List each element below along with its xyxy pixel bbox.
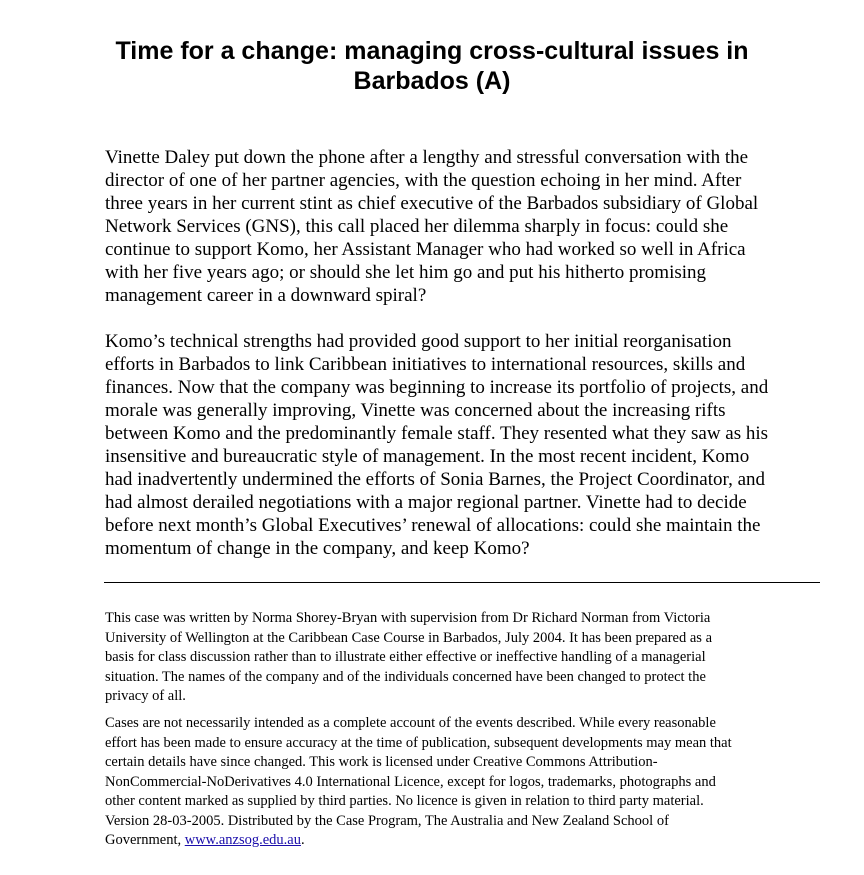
footnote-line: NonCommercial-NoDerivatives 4.0 International Licence, except for logos, trademarks, photographs and [105,773,716,790]
text-line: had almost derailed negotiations with a major regional partner. Vinette had to decide [105,492,747,513]
footnote-line: This case was written by Norma Shorey-Bryan with supervision from Dr Richard Norman from Victoria [105,610,711,626]
title-line: Time for a change: managing cross-cultural issues in [115,37,749,65]
footnote-last-line [105,831,825,851]
footnote-last-line-prefix: Government, [105,832,185,848]
text-line: efforts in Barbados to link Caribbean initiatives to international resources, skills and [105,354,746,375]
footnote-paragraph-1 [105,609,825,707]
text-line: insensitive and bureaucratic style of management. In the most recent incident, Komo [105,446,750,467]
text-line: three years in her current stint as chief executive of the Barbados subsidiary of Global [105,193,759,214]
text-line: morale was generally improving, Vinette was concerned about the increasing rifts [105,400,726,421]
text-line: Komo’s technical strengths had provided good support to her initial reorganisation [105,331,732,352]
footnote-line: other content marked as supplied by third parties. No licence is given in relation to third party material. [105,793,704,809]
title-line: Barbados (A) [353,67,511,95]
footnote-line: effort has been made to ensure accuracy at the time of publication, subsequent developments may mean that [105,734,732,751]
footnote-line: situation. The names of the company and of the individuals concerned have been changed to protect the [105,668,706,685]
footnote-last-line-suffix: . [300,832,305,848]
text-line: Network Services (GNS), this call placed her dilemma sharply in focus: could she [105,216,729,237]
footnote-paragraph-2 [105,714,825,851]
text-line: director of one of her partner agencies, with the question echoing in her mind. After [105,170,742,191]
footnote-divider [104,582,820,583]
footnote-line: University of Wellington at the Caribbean Case Course in Barbados, July 2004. It has been prepared as a [105,629,713,646]
anzsog-link[interactable]: www.anzsog.edu.au [184,832,301,848]
footnote-line: Version 28-03-2005. Distributed by the Case Program, The Australia and New Zealand School of [105,812,669,829]
footnote-line: certain details have since changed. This work is licensed under Creative Commons Attribution- [105,754,658,770]
text-line: Vinette Daley put down the phone after a lengthy and stressful conversation with the [105,147,749,168]
body-paragraph-1 [105,146,825,307]
footnote-line: basis for class discussion rather than to illustrate either effective or ineffective handling of a managerial [105,649,706,665]
document-title [60,36,804,96]
footnote-line: Cases are not necessarily intended as a complete account of the events described. While every reasonable [105,715,716,731]
text-line: with her five years ago; or should she let him go and put his hitherto promising [105,262,707,283]
text-line: before next month’s Global Executives’ renewal of allocations: could she maintain the [105,515,761,536]
text-line: management career in a downward spiral? [105,285,427,306]
footnote-line: privacy of all. [105,688,186,704]
text-line: continue to support Komo, her Assistant Manager who had worked so well in Africa [105,239,746,260]
text-line: finances. Now that the company was beginning to increase its portfolio of projects, and [105,377,769,398]
text-line: between Komo and the predominantly female staff. They resented what they saw as his [105,423,769,444]
text-line: momentum of change in the company, and keep Komo? [105,538,530,559]
body-paragraph-2 [105,330,825,560]
text-line: had inadvertently undermined the efforts of Sonia Barnes, the Project Coordinator, and [105,469,766,490]
